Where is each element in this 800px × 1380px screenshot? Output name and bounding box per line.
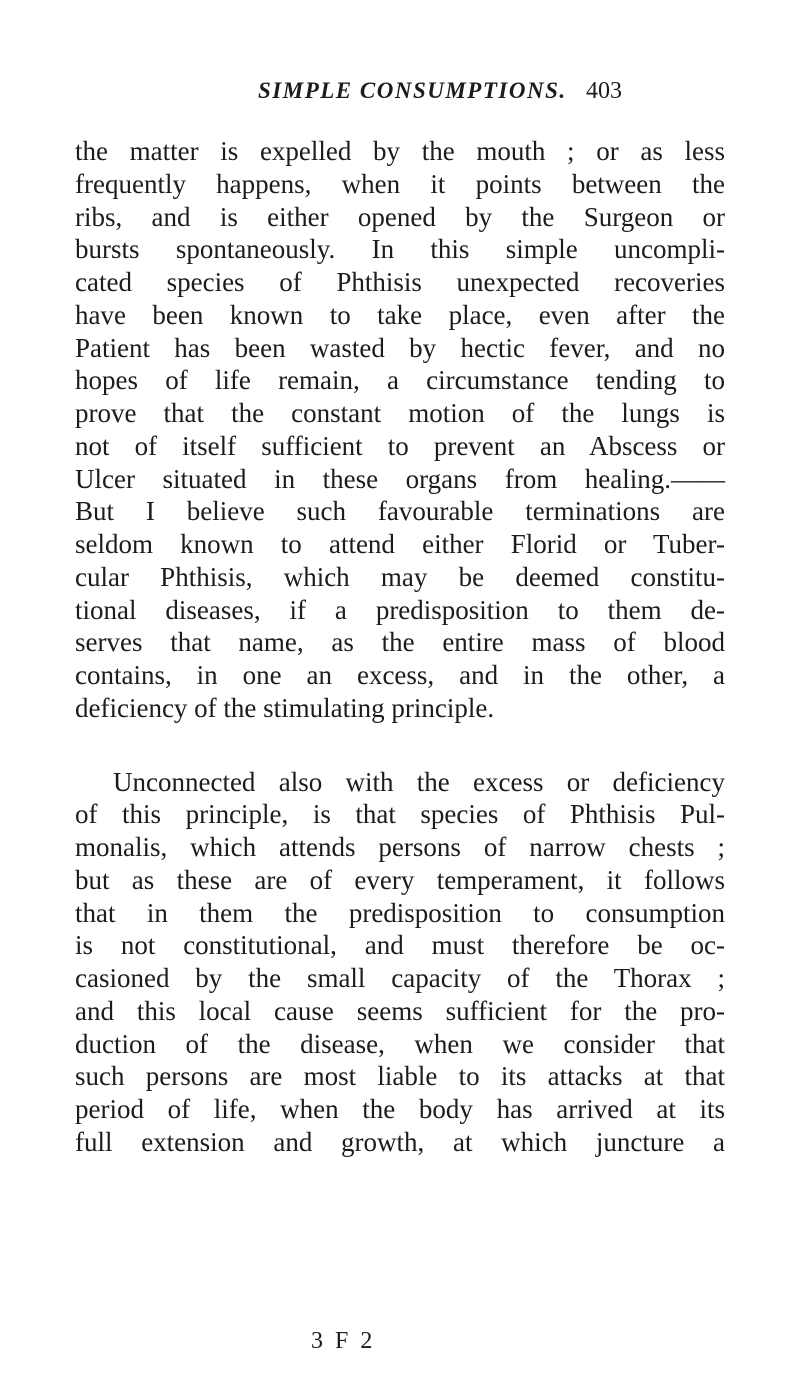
text-line: frequently happens, when it points between the — [75, 168, 725, 199]
text-line: monalis, which attends persons of narrow chests ; — [75, 832, 725, 862]
text-line: deficiency of the stimulating principle. — [75, 692, 495, 723]
text-line: tional diseases, if a predisposition to them de- — [75, 594, 725, 625]
text-line: period of life, when the body has arrived at its — [75, 1094, 725, 1124]
text-line: casioned by the small capacity of the Thorax ; — [75, 963, 725, 993]
running-title: SIMPLE CONSUMPTIONS. — [258, 78, 567, 103]
paragraph — [75, 135, 725, 725]
text-line: and this local cause seems sufficient for the pro- — [75, 995, 725, 1026]
text-line: that in them the predisposition to consumption — [75, 897, 725, 928]
text-line: have been known to take place, even after the — [75, 299, 725, 330]
text-line: But I believe such favourable terminations are — [75, 496, 725, 527]
text-line: of this principle, is that species of Phthisis Pul- — [75, 799, 725, 830]
text-line: is not constitutional, and must therefore be oc- — [75, 930, 725, 961]
text-line: cated species of Phthisis unexpected recoveries — [75, 267, 725, 297]
text-line: the matter is expelled by the mouth ; or as less — [75, 136, 725, 166]
paragraph-gap — [75, 725, 725, 766]
text-line: full extension and growth, at which juncture a — [75, 1126, 725, 1157]
signature-mark: 3 F 2 — [311, 1328, 376, 1354]
text-line: such persons are most liable to its attacks at that — [75, 1061, 725, 1092]
text-line: hopes of life remain, a circumstance tending to — [75, 365, 725, 396]
paragraph — [75, 766, 725, 1159]
text-line: cular Phthisis, which may be deemed constitu- — [75, 561, 725, 592]
text-line: Ulcer situated in these organs from healing.—— — [75, 463, 725, 494]
text-line: ribs, and is either opened by the Surgeon or — [75, 201, 725, 232]
body-text — [75, 135, 725, 1159]
page-number: 403 — [586, 78, 622, 104]
text-line: bursts spontaneously. In this simple uncompli- — [75, 234, 725, 265]
text-line: prove that the constant motion of the lungs is — [75, 398, 725, 428]
text-line: Patient has been wasted by hectic fever, and no — [75, 332, 725, 363]
text-line: serves that name, as the entire mass of blood — [75, 627, 725, 658]
text-line: not of itself sufficient to prevent an Abscess or — [75, 430, 725, 461]
text-line: but as these are of every temperament, it follows — [75, 864, 725, 895]
text-line: seldom known to attend either Florid or Tuber- — [75, 529, 725, 559]
text-line: contains, in one an excess, and in the other, a — [75, 660, 725, 690]
text-line: Unconnected also with the excess or deficiency — [113, 766, 725, 797]
running-head — [0, 78, 800, 112]
text-line: duction of the disease, when we consider that — [75, 1028, 725, 1059]
